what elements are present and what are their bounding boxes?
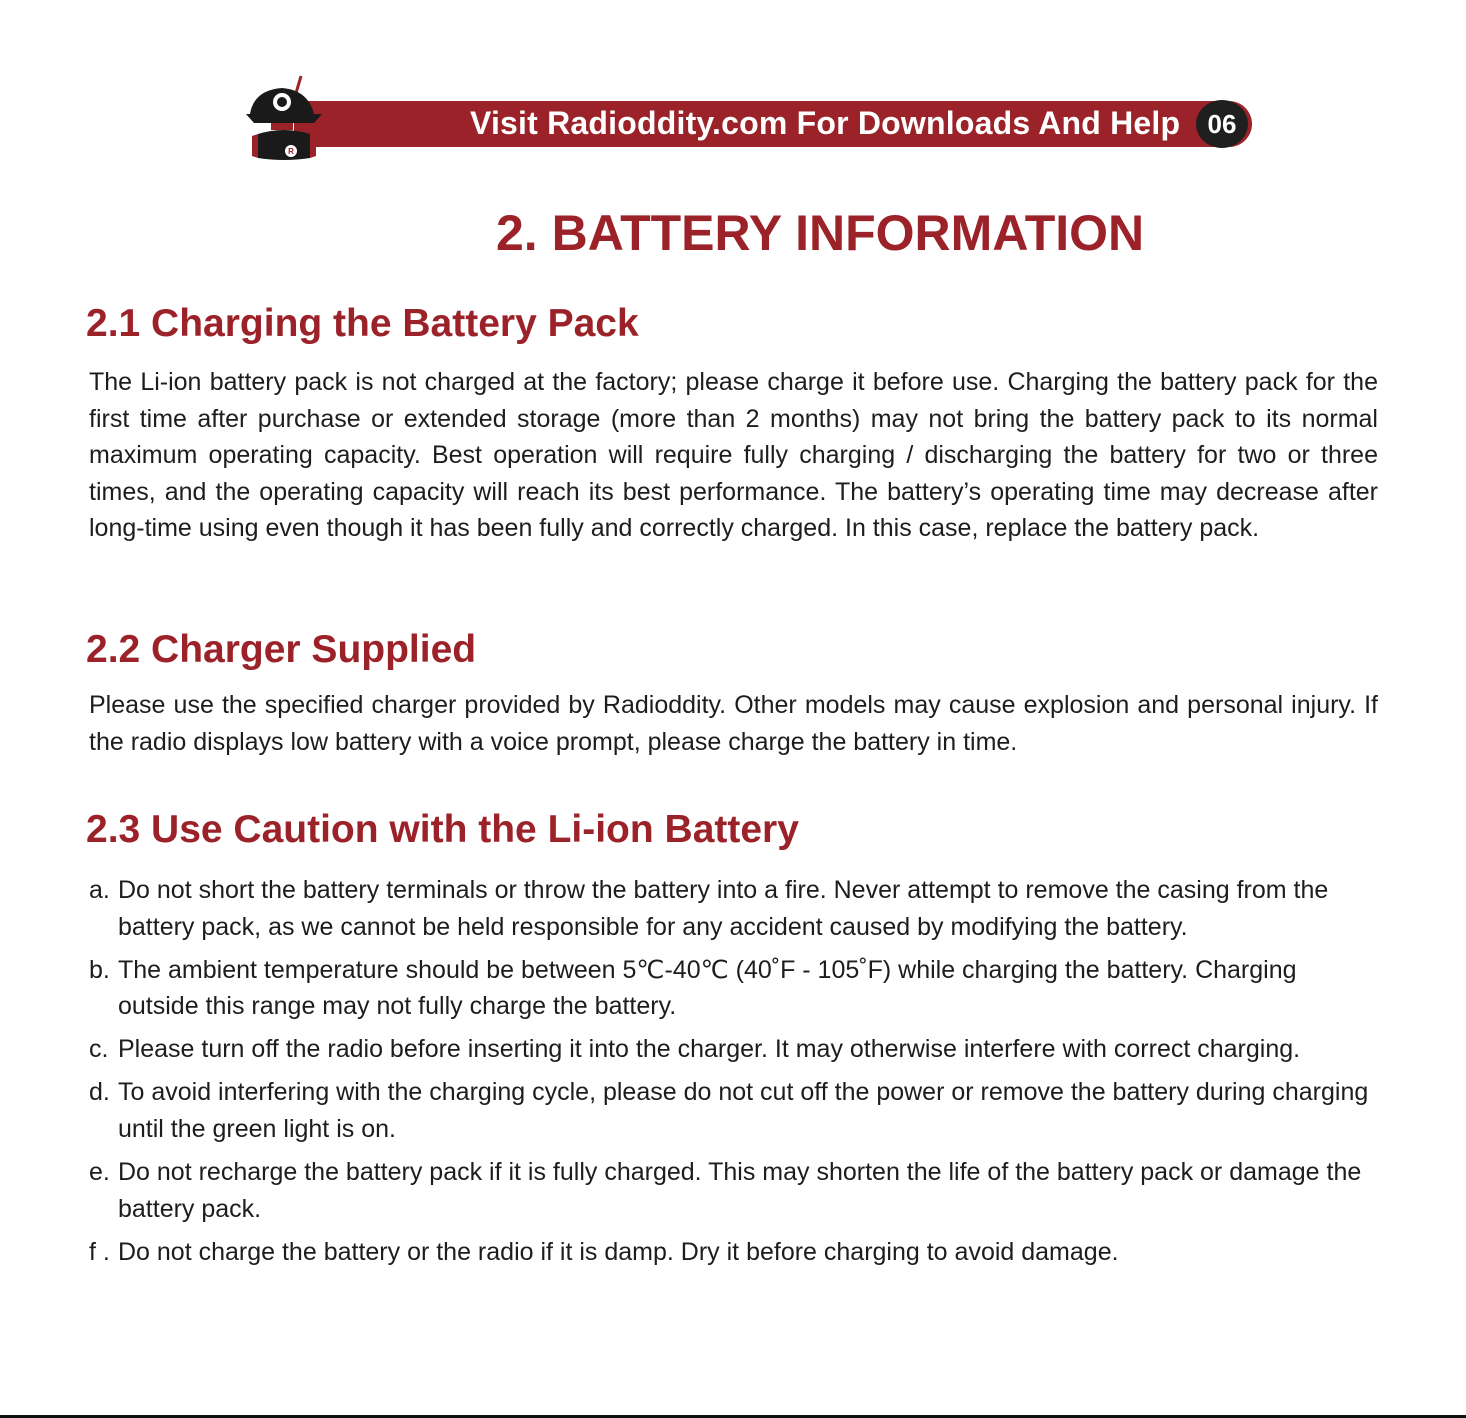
page-number-badge: 06	[1196, 100, 1248, 148]
banner-text: Visit Radioddity.com For Downloads And Help	[470, 105, 1181, 141]
list-item	[89, 1234, 1379, 1271]
list-marker: a.	[89, 876, 110, 904]
list-item-text: Do not short the battery terminals or throw the battery into a fire. Never attempt to remove the casing from the battery pack, as we cannot be held responsible for any accident caused by modifying the battery.	[118, 876, 1329, 941]
logo-letter: R	[288, 147, 294, 156]
section-heading-charger: 2.2 Charger Supplied	[86, 628, 477, 671]
list-item	[89, 1074, 1379, 1147]
list-item	[89, 872, 1379, 945]
list-item-text: Do not recharge the battery pack if it is fully charged. This may shorten the life of the battery pack or damage the battery pack.	[118, 1158, 1362, 1223]
section-body-charging: The Li-ion battery pack is not charged at the factory; please charge it before use. Charging the battery pack for the first time after purchase or extended storage (more than 2 months) may not bring the battery pack to its normal maximum operating capacity. Best operation will require fully charging / discharging the battery for two or three times, and the operating capacity will reach its best performance. The battery’s operating time may decrease after long-time using even though it has been fully and correctly charged. In this case, replace the battery pack.	[89, 368, 1378, 543]
header-banner	[294, 101, 1252, 147]
section-heading-caution: 2.3 Use Caution with the Li-ion Battery	[86, 808, 799, 851]
list-marker: b.	[89, 955, 110, 984]
list-marker: f .	[89, 1237, 110, 1266]
list-item-text: The ambient temperature should be between 5℃-40℃ (40˚F - 105˚F) while charging the battery. Charging outside this range may not fully charge the battery.	[118, 955, 1297, 1021]
list-item	[89, 1154, 1379, 1227]
list-item	[89, 952, 1379, 1025]
list-marker: e.	[89, 1158, 110, 1187]
list-marker: d.	[89, 1078, 110, 1107]
page-header	[244, 74, 1254, 164]
radioddity-robot-logo-icon	[244, 74, 324, 164]
list-item	[89, 1031, 1379, 1068]
caution-list	[89, 872, 1379, 1277]
list-item-text: To avoid interfering with the charging cycle, please do not cut off the power or remove the battery during charging until the green light is on.	[118, 1078, 1369, 1144]
list-item-text: Do not charge the battery or the radio if it is damp. Dry it before charging to avoid damage.	[118, 1237, 1119, 1266]
section-body-charger: Please use the specified charger provided by Radioddity. Other models may cause explosion and personal injury. If the radio displays low battery with a voice prompt, please charge the battery in time.	[89, 691, 1378, 756]
page-title: 2. BATTERY INFORMATION	[496, 205, 1145, 261]
list-item-text: Please turn off the radio before inserting it into the charger. It may otherwise interfere with correct charging.	[118, 1035, 1301, 1064]
section-heading-charging: 2.1 Charging the Battery Pack	[86, 302, 639, 345]
list-marker: c.	[89, 1035, 109, 1064]
